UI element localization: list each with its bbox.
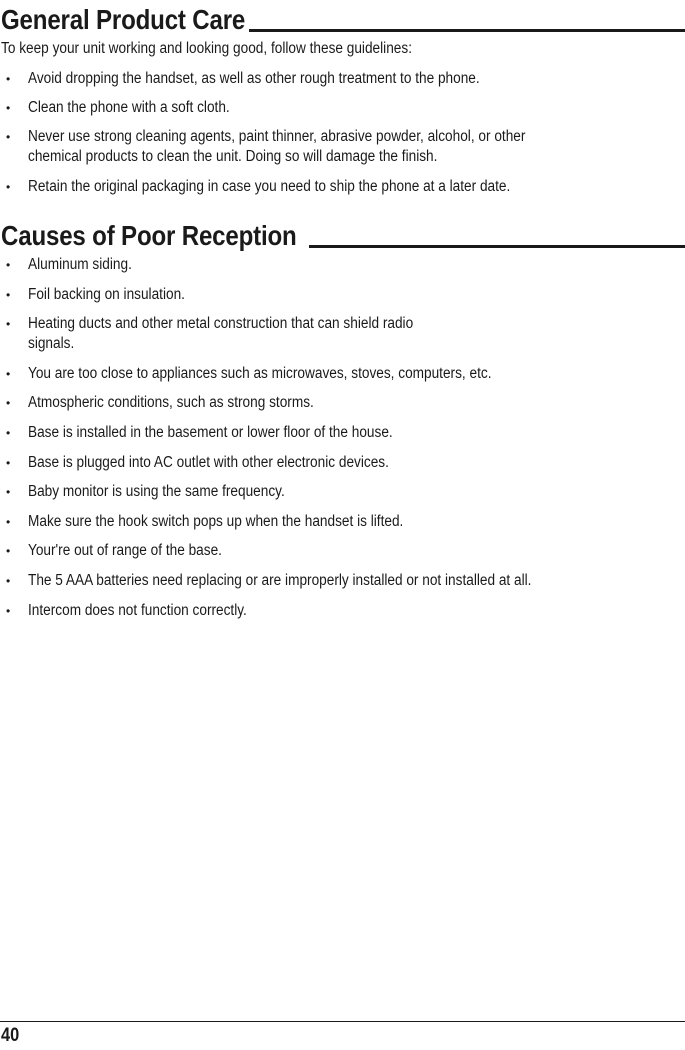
poor-reception-heading — [0, 216, 685, 250]
bullet-icon: • — [6, 514, 11, 529]
list-item — [0, 541, 685, 561]
list-item — [0, 482, 685, 502]
list-item-text: Heating ducts and other metal construction that can shield radio signals. — [28, 315, 414, 353]
poor-reception-title: Causes of Poor Reception — [1, 220, 297, 251]
list-item — [0, 98, 685, 118]
poor-reception-section — [0, 216, 685, 630]
list-item-text: Your're out of range of the base. — [28, 542, 222, 560]
list-item — [0, 393, 685, 413]
list-item-text: Intercom does not function correctly. — [28, 601, 247, 619]
list-item-text: Base is plugged into AC outlet with other electronic devices. — [28, 453, 389, 471]
list-item — [0, 127, 685, 167]
list-item-text: Atmospheric conditions, such as strong storms. — [28, 394, 314, 412]
list-item — [0, 423, 685, 443]
heading-rule — [309, 245, 685, 248]
list-item-text: Never use strong cleaning agents, paint thinner, abrasive powder, alcohol, or other chemical products to clean the unit. Doing so will damage the finish. — [28, 128, 526, 165]
page-number: 40 — [1, 1025, 20, 1046]
list-item-text: Baby monitor is using the same frequency. — [28, 483, 285, 501]
bullet-icon: • — [6, 101, 11, 115]
list-item — [0, 255, 685, 275]
care-intro-text: To keep your unit working and looking good, follow these guidelines: — [1, 40, 412, 57]
care-guidelines-list — [0, 69, 685, 197]
bullet-icon: • — [6, 287, 11, 302]
list-item-text: Aluminum siding. — [28, 256, 132, 273]
list-item — [0, 601, 685, 621]
list-item-text: Avoid dropping the handset, as well as other rough treatment to the phone. — [28, 70, 480, 87]
list-item — [0, 453, 685, 473]
bullet-icon: • — [6, 72, 11, 86]
footer-rule — [0, 1021, 685, 1022]
bullet-icon: • — [6, 258, 11, 272]
list-item — [0, 571, 685, 591]
list-item-text: Base is installed in the basement or lower floor of the house. — [28, 423, 393, 441]
list-item — [0, 177, 685, 197]
bullet-icon: • — [6, 455, 11, 470]
list-item — [0, 364, 685, 384]
list-item-text: Clean the phone with a soft cloth. — [28, 99, 230, 116]
poor-reception-list — [0, 255, 685, 621]
list-item — [0, 285, 685, 305]
bullet-icon: • — [6, 573, 11, 588]
bullet-icon: • — [6, 485, 11, 500]
bullet-icon: • — [6, 425, 11, 440]
general-product-care-title: General Product Care — [1, 4, 246, 35]
general-product-care-heading — [0, 0, 685, 34]
bullet-icon: • — [6, 544, 11, 559]
bullet-icon: • — [6, 130, 11, 144]
list-item — [0, 69, 685, 89]
list-item-text: The 5 AAA batteries need replacing or are improperly installed or not installed at all. — [28, 571, 532, 589]
bullet-icon: • — [6, 366, 11, 381]
bullet-icon: • — [6, 396, 11, 411]
bullet-icon: • — [6, 317, 11, 332]
list-item — [0, 512, 685, 532]
bullet-icon: • — [6, 603, 11, 618]
list-item-text: Retain the original packaging in case you need to ship the phone at a later date. — [28, 178, 511, 195]
list-item — [0, 314, 685, 354]
heading-rule — [249, 29, 685, 32]
list-item-text: Foil backing on insulation. — [28, 285, 185, 303]
general-product-care-section — [0, 0, 685, 206]
bullet-icon: • — [6, 180, 11, 194]
list-item-text: You are too close to appliances such as microwaves, stoves, computers, etc. — [28, 364, 492, 382]
list-item-text: Make sure the hook switch pops up when the handset is lifted. — [28, 512, 404, 530]
